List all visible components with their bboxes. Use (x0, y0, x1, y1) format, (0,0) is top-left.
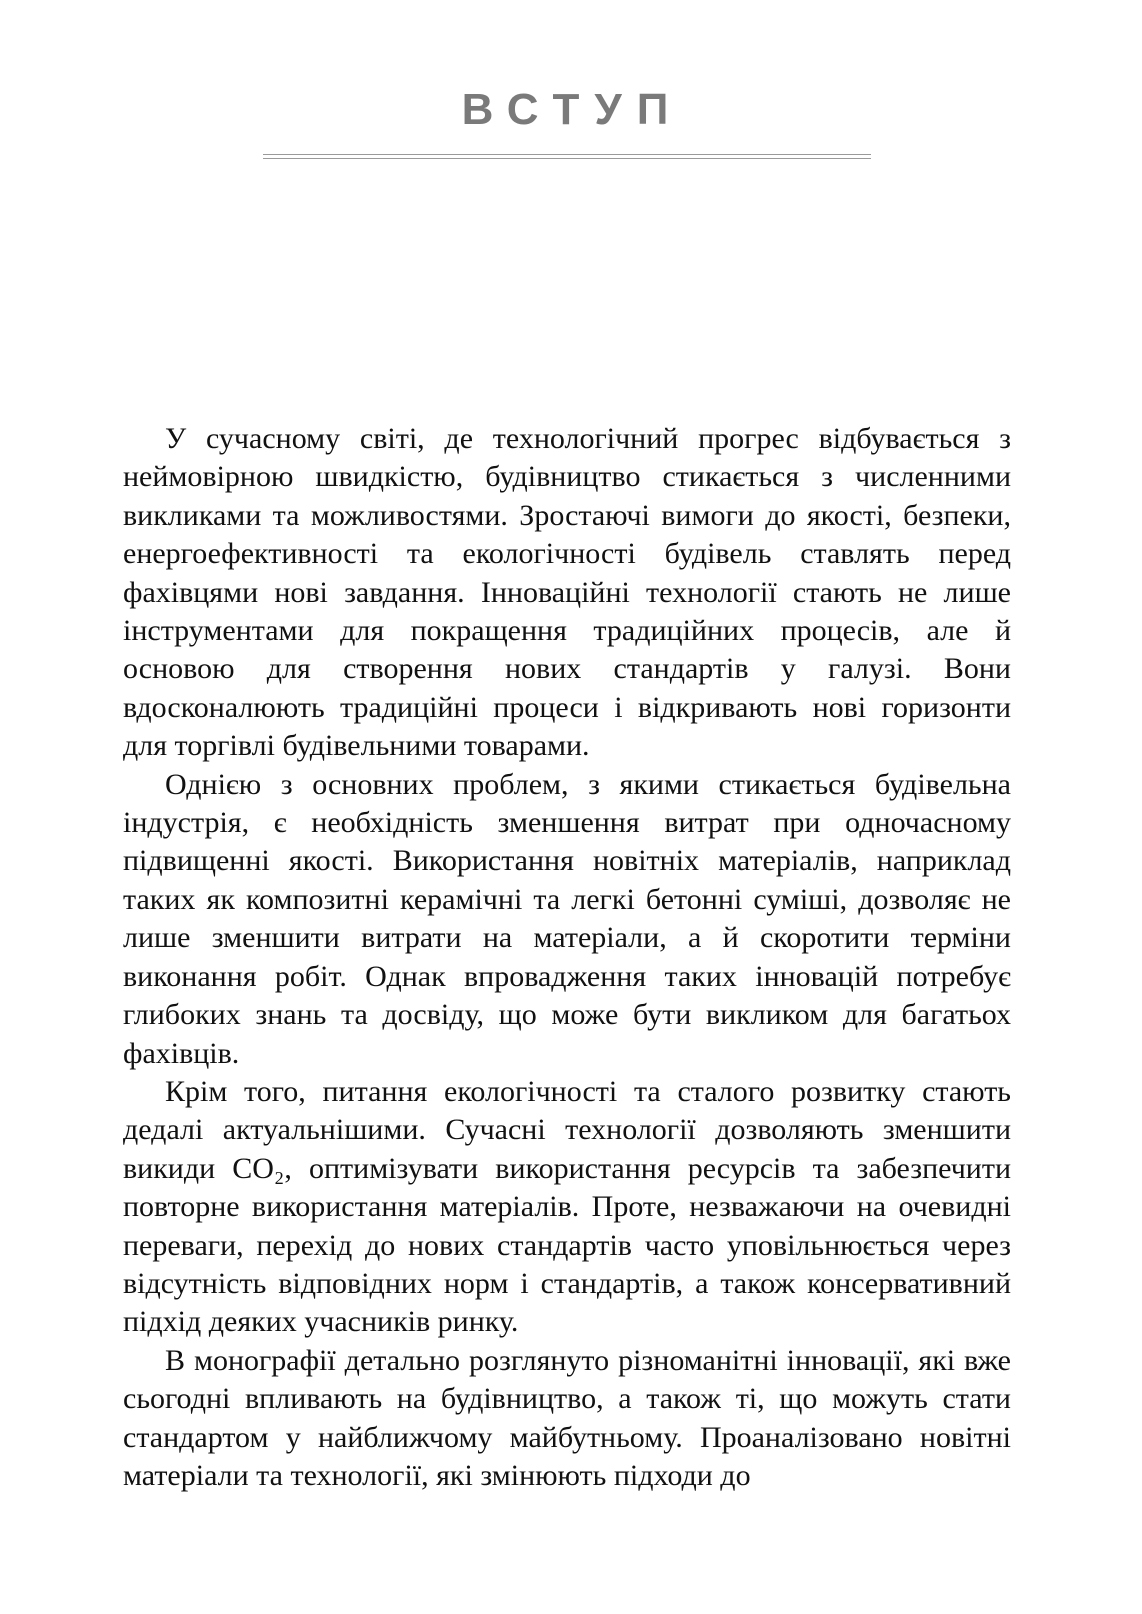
heading-rule-bottom (263, 158, 871, 159)
paragraph-2: Однією з основних проблем, з якими стикається будівельна індустрія, є необхідність зменшення витрат при одночасному підвищенні якості. Використання новітніх матеріалів, наприклад таких як композитні керамічні та легкі бетонні суміші, дозволяє не лише зменшити витрати на матеріали, а й скоротити терміни виконання робіт. Однак впровадження таких інновацій потребує глибоких знань та досвіду, що може бути викликом для багатьох фахівців. (123, 767, 1011, 1070)
section-heading: ВСТУП (461, 85, 684, 134)
paragraph-3: Крім того, питання екологічності та сталого розвитку стають дедалі актуальнішими. Сучасні технології дозволяють зменшити викиди СО₂, оптимізувати використання ресурсів та забезпечити повторне використання матеріалів. Проте, незважаючи на очевидні переваги, перехід до нових стандартів часто уповільнюється через відсутність відповідних норм і стандартів, а також консервативний підхід деяких учасників ринку. (123, 1074, 1011, 1339)
heading-rule-top (263, 154, 871, 155)
paragraph-4: В монографії детально розглянуто різноманітні інновації, які вже сьогодні впливають на будівництво, а також ті, що можуть стати стандартом у найближчому майбутньому. Проаналізовано новітні матеріали та технології, які змінюють підходи до (123, 1343, 1011, 1492)
paragraph-1: У сучасному світі, де технологічний прогрес відбувається з неймовірною швидкістю, будівництво стикається з численними викликами та можливостями. Зростаючі вимоги до якості, безпеки, енергоефективності та екологічності будівель ставлять перед фахівцями нові завдання. Інноваційні технології стають не лише інструментами для покращення традиційних процесів, але й основою для створення нових стандартів у галузі. Вони вдосконалюють традиційні процеси і відкривають нові горизонти для торгівлі будівельними товарами. (123, 422, 1011, 763)
body-text (123, 420, 1011, 1495)
